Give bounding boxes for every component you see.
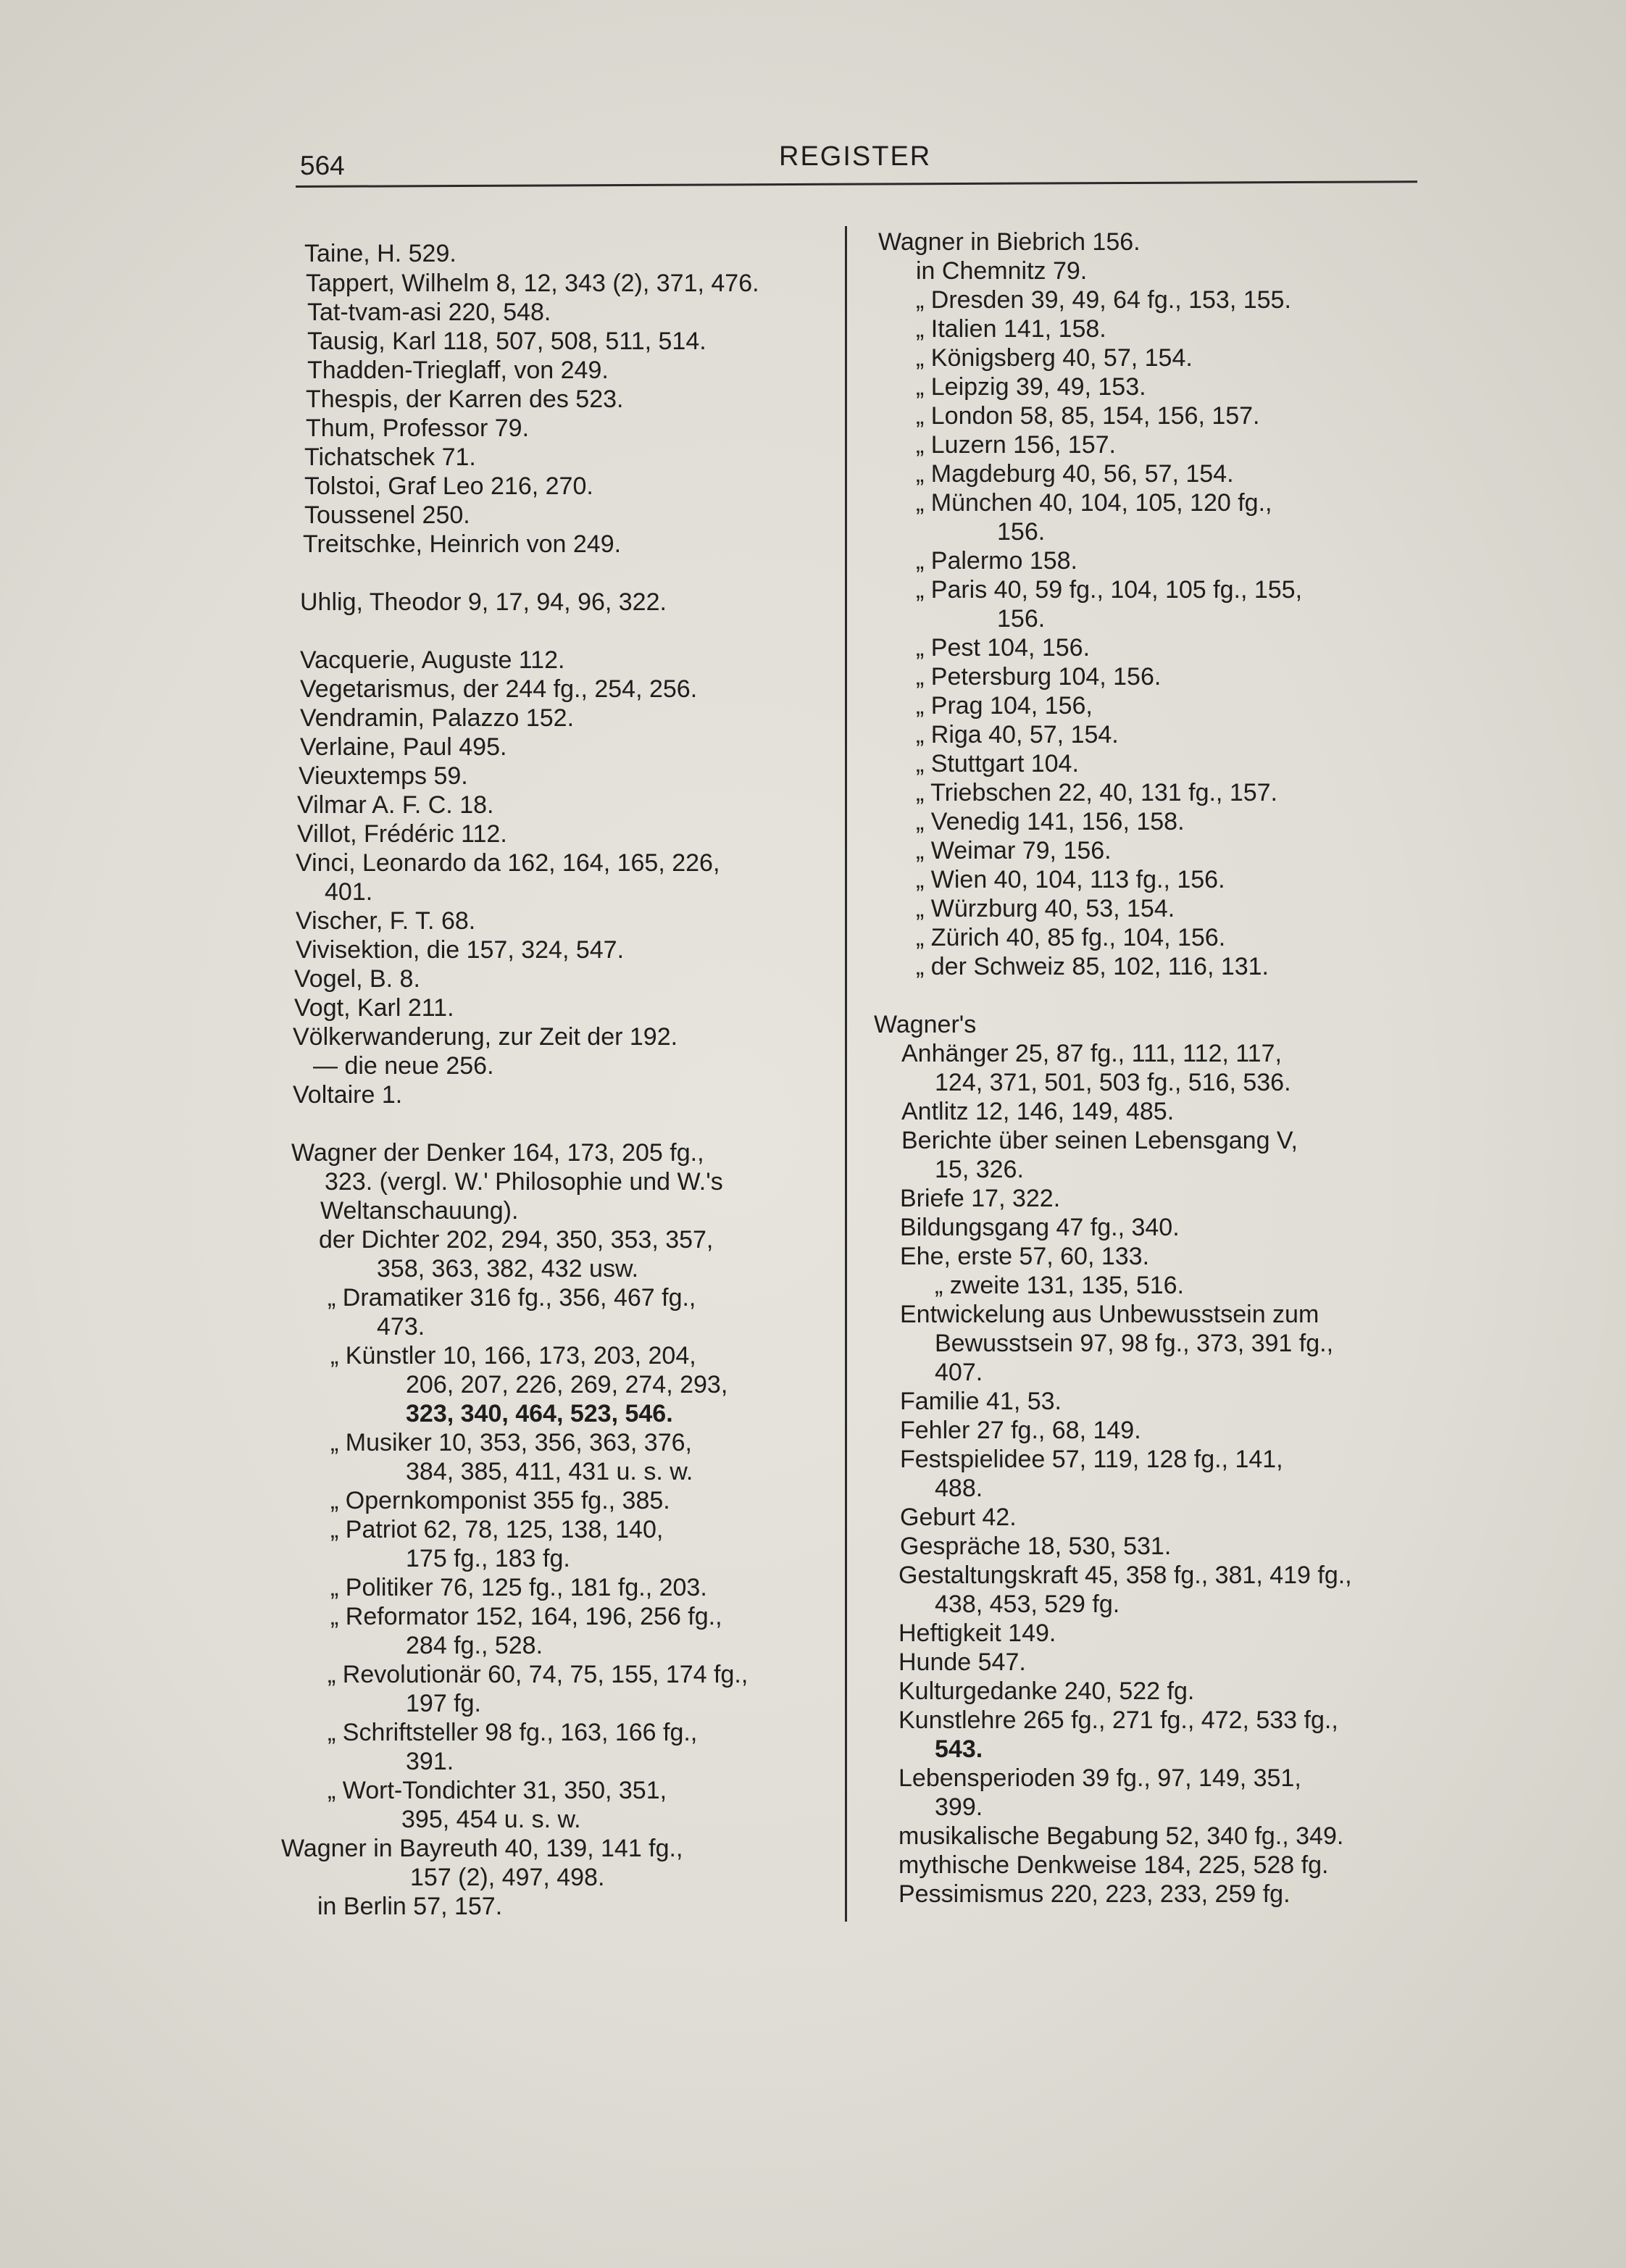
index-entry: Voltaire 1. <box>293 1081 403 1109</box>
index-entry: Vacquerie, Auguste 112. <box>300 646 565 674</box>
index-entry: 15, 326. <box>935 1156 1024 1183</box>
index-entry: Treitschke, Heinrich von 249. <box>303 530 622 558</box>
index-entry: in Chemnitz 79. <box>916 257 1088 285</box>
index-entry: 175 fg., 183 fg. <box>406 1545 570 1572</box>
index-entry: „ Patriot 62, 78, 125, 138, 140, <box>330 1516 664 1543</box>
index-entry: Tolstoi, Graf Leo 216, 270. <box>304 472 593 500</box>
index-entry: Pessimismus 220, 223, 233, 259 fg. <box>899 1880 1291 1908</box>
index-entry: 384, 385, 411, 431 u. s. w. <box>406 1458 693 1485</box>
index-entry: Anhänger 25, 87 fg., 111, 112, 117, <box>901 1040 1282 1067</box>
index-entry: musikalische Begabung 52, 340 fg., 349. <box>899 1822 1344 1850</box>
index-entry: „ Venedig 141, 156, 158. <box>916 808 1185 835</box>
index-entry: Taine, H. 529. <box>304 240 456 267</box>
index-entry: Lebensperioden 39 fg., 97, 149, 351, <box>899 1764 1301 1792</box>
index-entry: „ Opernkomponist 355 fg., 385. <box>330 1487 670 1514</box>
index-entry: „ Würzburg 40, 53, 154. <box>916 895 1175 922</box>
index-entry: Wagner in Bayreuth 40, 139, 141 fg., <box>281 1835 683 1862</box>
index-entry: 206, 207, 226, 269, 274, 293, <box>406 1371 728 1398</box>
index-entry: Wagner's <box>874 1011 977 1038</box>
index-entry: Entwickelung aus Unbewusstsein zum <box>900 1301 1319 1328</box>
index-entry: in Berlin 57, 157. <box>317 1893 503 1920</box>
index-entry: 197 fg. <box>406 1690 481 1717</box>
index-entry: Briefe 17, 322. <box>900 1185 1061 1212</box>
index-entry: Kunstlehre 265 fg., 271 fg., 472, 533 fg., <box>899 1706 1338 1734</box>
index-entry: Vogt, Karl 211. <box>294 994 454 1022</box>
index-entry: „ Dresden 39, 49, 64 fg., 153, 155. <box>916 286 1291 314</box>
index-entry: „ Weimar 79, 156. <box>916 837 1112 864</box>
index-entry: Verlaine, Paul 495. <box>300 733 507 761</box>
index-entry: „ Palermo 158. <box>916 547 1077 575</box>
index-entry: „ zweite 131, 135, 516. <box>935 1272 1185 1299</box>
index-entry: Ehe, erste 57, 60, 133. <box>900 1243 1150 1270</box>
index-entry: „ Prag 104, 156, <box>916 692 1093 720</box>
page-number: 564 <box>300 151 345 180</box>
running-head: REGISTER <box>779 141 932 172</box>
index-entry: 124, 371, 501, 503 fg., 516, 536. <box>935 1069 1291 1096</box>
index-entry: Antlitz 12, 146, 149, 485. <box>901 1098 1175 1125</box>
index-entry: Villot, Frédéric 112. <box>297 820 507 848</box>
index-entry: Wagner der Denker 164, 173, 205 fg., <box>291 1139 704 1167</box>
index-entry: Wagner in Biebrich 156. <box>878 228 1141 256</box>
index-entry: 543. <box>935 1735 983 1763</box>
index-entry: 323. (vergl. W.' Philosophie und W.'s <box>325 1168 723 1196</box>
index-entry: 399. <box>935 1793 983 1821</box>
index-entry: Tat-tvam-asi 220, 548. <box>307 299 551 326</box>
header-rule <box>296 180 1417 188</box>
index-entry: Thadden-Trieglaff, von 249. <box>307 357 609 384</box>
index-entry: Vogel, B. 8. <box>294 965 420 993</box>
index-entry: Thespis, der Karren des 523. <box>306 385 624 413</box>
index-entry: „ Triebschen 22, 40, 131 fg., 157. <box>916 779 1277 806</box>
index-entry: 391. <box>406 1748 454 1775</box>
index-entry: „ Italien 141, 158. <box>916 315 1106 343</box>
index-entry: 358, 363, 382, 432 usw. <box>377 1255 639 1283</box>
column-divider <box>845 226 847 1922</box>
index-entry: „ Wien 40, 104, 113 fg., 156. <box>916 866 1225 893</box>
index-entry: Gestaltungskraft 45, 358 fg., 381, 419 fg., <box>899 1562 1352 1589</box>
index-entry: 323, 340, 464, 523, 546. <box>406 1400 673 1427</box>
index-entry: Tausig, Karl 118, 507, 508, 511, 514. <box>307 328 706 355</box>
index-entry: 473. <box>377 1313 425 1341</box>
index-entry: „ Paris 40, 59 fg., 104, 105 fg., 155, <box>916 576 1303 604</box>
index-entry: „ London 58, 85, 154, 156, 157. <box>916 402 1260 430</box>
index-entry: 284 fg., 528. <box>406 1632 543 1659</box>
index-entry: 407. <box>935 1359 983 1386</box>
index-entry: 157 (2), 497, 498. <box>410 1864 605 1891</box>
index-entry: — die neue 256. <box>313 1052 494 1080</box>
index-entry: Gespräche 18, 530, 531. <box>900 1533 1172 1560</box>
index-entry: „ Luzern 156, 157. <box>916 431 1116 459</box>
index-entry: Bewusstsein 97, 98 fg., 373, 391 fg., <box>935 1330 1334 1357</box>
index-entry: 395, 454 u. s. w. <box>401 1806 581 1833</box>
index-entry: „ Zürich 40, 85 fg., 104, 156. <box>916 924 1226 951</box>
index-entry: Vegetarismus, der 244 fg., 254, 256. <box>300 675 698 703</box>
index-entry: „ Wort-Tondichter 31, 350, 351, <box>328 1777 667 1804</box>
index-entry: Vivisektion, die 157, 324, 547. <box>296 936 625 964</box>
index-entry: 401. <box>325 878 373 906</box>
index-entry: Weltanschauung). <box>320 1197 519 1225</box>
index-entry: „ Riga 40, 57, 154. <box>916 721 1119 749</box>
index-entry: Vilmar A. F. C. 18. <box>297 791 494 819</box>
index-entry: „ Petersburg 104, 156. <box>916 663 1162 691</box>
index-entry: Toussenel 250. <box>304 501 470 529</box>
index-entry: Heftigkeit 149. <box>899 1619 1056 1647</box>
index-entry: Völkerwanderung, zur Zeit der 192. <box>293 1023 678 1051</box>
index-entry: „ Musiker 10, 353, 356, 363, 376, <box>330 1429 692 1456</box>
index-entry: Vinci, Leonardo da 162, 164, 165, 226, <box>296 849 720 877</box>
index-entry: 488. <box>935 1475 983 1502</box>
index-entry: „ Dramatiker 316 fg., 356, 467 fg., <box>328 1284 696 1312</box>
index-entry: Berichte über seinen Lebensgang V, <box>901 1127 1298 1154</box>
index-entry: 438, 453, 529 fg. <box>935 1590 1120 1618</box>
index-entry: Familie 41, 53. <box>900 1388 1062 1415</box>
index-entry: Vieuxtemps 59. <box>299 762 468 790</box>
index-entry: 156. <box>997 518 1046 546</box>
index-entry: der Dichter 202, 294, 350, 353, 357, <box>319 1226 714 1254</box>
index-entry: „ Magdeburg 40, 56, 57, 154. <box>916 460 1234 488</box>
index-entry: „ Künstler 10, 166, 173, 203, 204, <box>330 1342 696 1369</box>
index-entry: Hunde 547. <box>899 1648 1026 1676</box>
index-entry: Festspielidee 57, 119, 128 fg., 141, <box>900 1446 1283 1473</box>
index-entry: Fehler 27 fg., 68, 149. <box>900 1417 1141 1444</box>
index-entry: Vischer, F. T. 68. <box>296 907 476 935</box>
index-entry: Vendramin, Palazzo 152. <box>300 704 575 732</box>
index-entry: Uhlig, Theodor 9, 17, 94, 96, 322. <box>300 588 667 616</box>
index-entry: „ Revolutionär 60, 74, 75, 155, 174 fg., <box>328 1661 749 1688</box>
index-entry: Kulturgedanke 240, 522 fg. <box>899 1677 1195 1705</box>
index-entry: „ Stuttgart 104. <box>916 750 1079 777</box>
index-entry: „ Schriftsteller 98 fg., 163, 166 fg., <box>328 1719 698 1746</box>
index-entry: Bildungsgang 47 fg., 340. <box>900 1214 1180 1241</box>
index-entry: „ München 40, 104, 105, 120 fg., <box>916 489 1272 517</box>
index-entry: Geburt 42. <box>900 1504 1017 1531</box>
index-entry: „ Politiker 76, 125 fg., 181 fg., 203. <box>330 1574 707 1601</box>
index-entry: „ Leipzig 39, 49, 153. <box>916 373 1146 401</box>
index-entry: „ Königsberg 40, 57, 154. <box>916 344 1193 372</box>
index-entry: Tichatschek 71. <box>304 443 476 471</box>
index-entry: mythische Denkweise 184, 225, 528 fg. <box>899 1851 1329 1879</box>
index-entry: „ Reformator 152, 164, 196, 256 fg., <box>330 1603 722 1630</box>
index-entry: „ der Schweiz 85, 102, 116, 131. <box>916 953 1269 980</box>
index-entry: Tappert, Wilhelm 8, 12, 343 (2), 371, 476. <box>306 270 759 297</box>
index-entry: „ Pest 104, 156. <box>916 634 1091 662</box>
index-entry: 156. <box>997 605 1046 633</box>
index-entry: Thum, Professor 79. <box>306 414 530 442</box>
